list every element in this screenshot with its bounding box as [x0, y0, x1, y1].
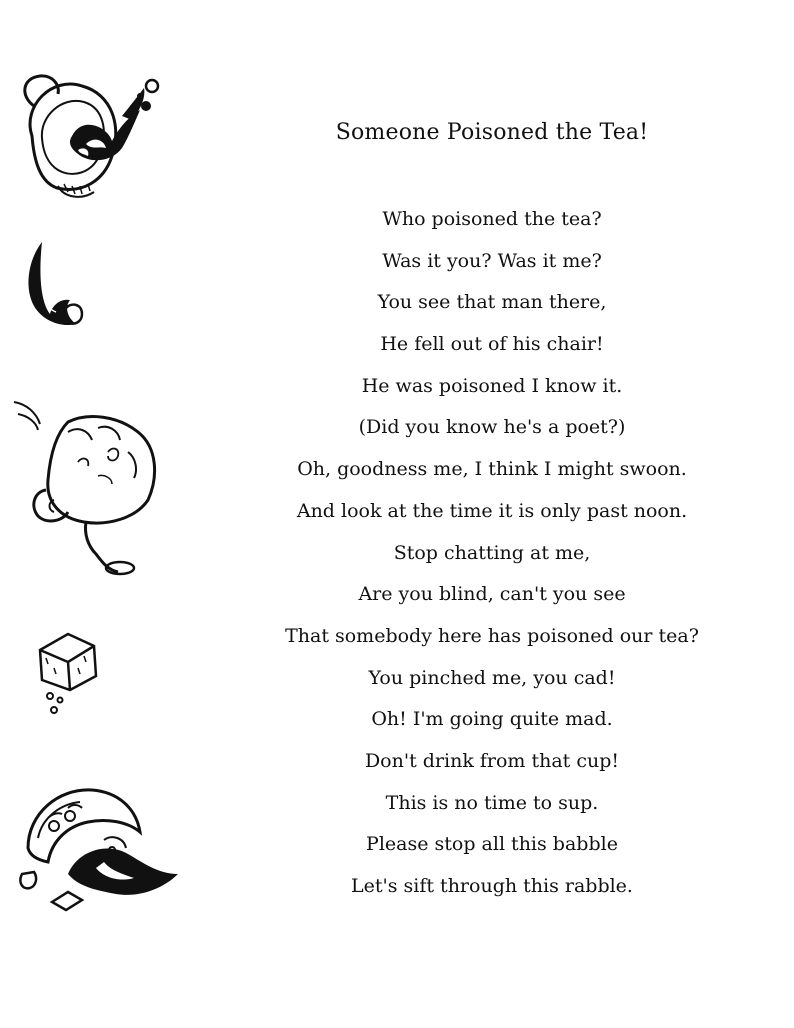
poem-line: Stop chatting at me, — [393, 541, 591, 564]
broken-teacup-icon — [8, 778, 188, 928]
poem-line: You see that man there, — [377, 291, 607, 314]
poem-line: You pinched me, you cad! — [368, 666, 616, 689]
poem-line: Please stop all this babble — [366, 833, 618, 856]
poem-line: Was it you? Was it me? — [382, 249, 602, 272]
tea-splash-icon — [20, 236, 90, 336]
crumpled-teacup-icon — [8, 392, 173, 582]
poem-lines — [190, 204, 794, 913]
poem-line: Let's sift through this rabble. — [351, 875, 633, 897]
sugar-cube-icon — [30, 628, 110, 723]
poem-line: (Did you know he's a poet?) — [358, 416, 626, 439]
poem-line: Who poisoned the tea? — [382, 208, 602, 230]
illustration-column — [0, 0, 190, 1028]
spilling-teacup-icon — [12, 66, 172, 206]
poem-line: Oh, goodness me, I think I might swoon. — [297, 458, 687, 481]
poem-line: This is no time to sup. — [385, 791, 599, 814]
poem-line: He fell out of his chair! — [380, 333, 604, 356]
poem-line: He was poisoned I know it. — [361, 374, 623, 397]
poem-title: Someone Poisoned the Tea! — [335, 120, 649, 145]
poem-line: Don't drink from that cup! — [364, 749, 620, 772]
poem-line: Oh! I'm going quite mad. — [371, 708, 613, 731]
poem-line: Are you blind, can't you see — [358, 583, 626, 606]
poem-line: That somebody here has poisoned our tea? — [285, 624, 699, 647]
poem-line: And look at the time it is only past noon. — [296, 499, 688, 522]
